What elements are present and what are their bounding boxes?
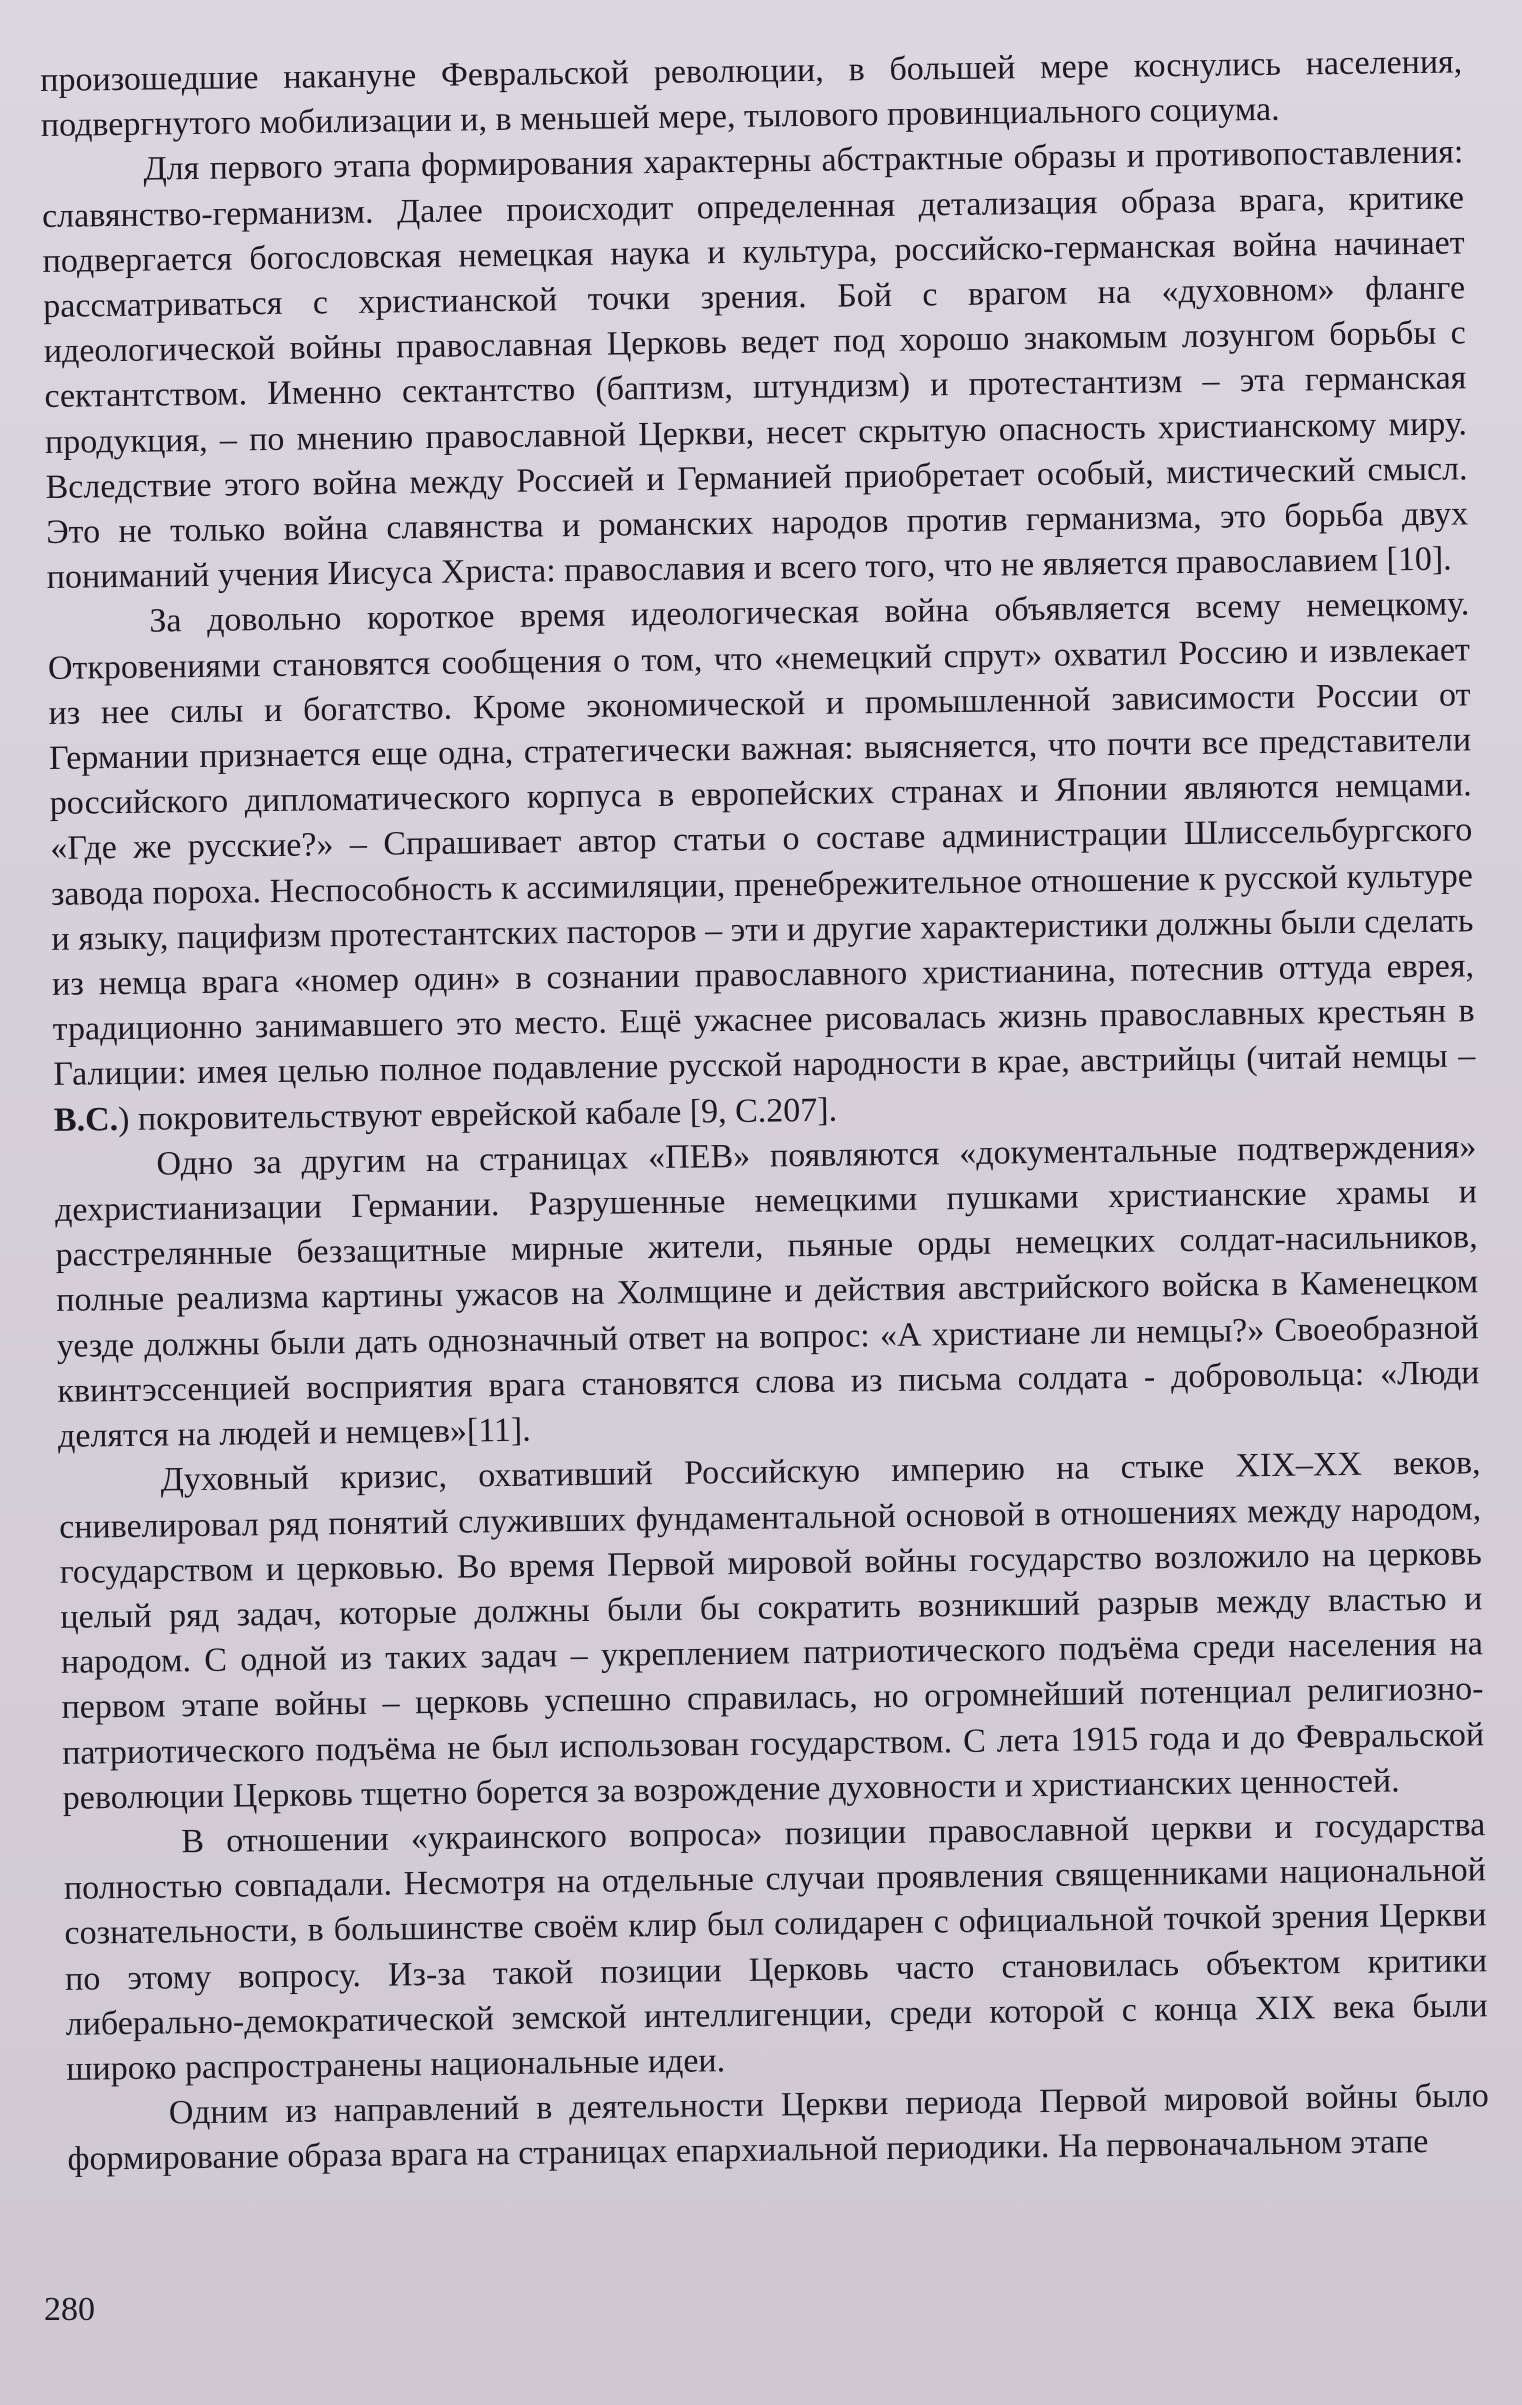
paragraph-dechristianization-text: Одно за другим на страницах «ПЕВ» появляются «документальные подтверждения» дехристианизации Германии. Разрушенные немецкими пушками христианские храмы и расстрелянные беззащитные мирные жители, пьяные орды немецких солдат-насильников, полные реализма картины ужасов на Холмщине и действия австрийского войска в Каменецком уезде должны были дать однозначный ответ на вопрос: «А христиане ли немцы?» Своеобразной квинтэссенцией восприятия врага становятся слова из письма солдата - добровольца: «Люди делятся на людей и немцев»[11]. (54, 1128, 1480, 1455)
paragraph-spiritual-crisis (58, 1441, 1485, 1821)
page-number: 280 (44, 2291, 95, 2328)
paragraph-ideological-war (47, 582, 1476, 1143)
paragraph-ideological-war-text: За довольно короткое время идеологическая война объявляется всему немецкому. Откровениями становятся сообщения о том, что «немецкий спрут» охватил Россию и извлекает из нее силы и богатство. Кроме экономической и промышленной зависимости России от Германии признается еще одна, стратегически важная: выясняется, что почти все представители российского дипломатического корпуса в европейских странах и Японии являются немцами. «Где же русские?» – Спрашивает автор статьи о составе администрации Шлиссельбургского завода пороха. Неспособность к ассимиляции, пренебрежительное отношение к русской культуре и языку, пацифизм протестантских пасторов – эти и другие характеристики должны были сделать из немца врага «номер один» в сознании православного христианина, потеснив оттуда еврея, традиционно занимавшего это место. Ещё ужаснее рисовалась жизнь православных крестьян в Галиции: имея целью полное подавление русской народности в крае, австрийцы (читай немцы – (47, 585, 1476, 1094)
paragraph-intro-text: произошедшие накануне Февральской революции, в большей мере коснулись населения, подвергнутого мобилизации и, в меньшей мере, тылового провинциального социума. (40, 43, 1463, 145)
author-initials: В.С. (53, 1100, 119, 1139)
paragraph-stage-one (41, 130, 1469, 601)
body-text (40, 39, 1490, 2182)
paragraph-stage-one-text: Для первого этапа формирования характерны абстрактные образы и противопоставления: славянство-германизм. Далее происходит определенная детализация образа врага, критике подвергается богословская немецкая наука и культура, российско-германская война начинает рассматриваться с христианской точки зрения. Бой с врагом на «духовном» фланге идеологической войны православная Церковь ведет под хорошо знакомым лозунгом борьбы с сектантством. Именно сектантство (баптизм, штундизм) и протестантизм – эта германская продукция, – по мнению православной Церкви, несет скрытую опасность христианскому миру. Вследствие этого война между Россией и Германией приобретает особый, мистический смысл. Это не только война славянства и романских народов против германизма, это борьба двух пониманий учения Иисуса Христа: православия и всего того, что не является православием [10]. (41, 133, 1469, 597)
paragraph-ideological-war-ending: ) покровительствуют еврейской кабале [9, С.207]. (117, 1091, 838, 1138)
paragraph-ukrainian-question-text: В отношении «украинского вопроса» позиции православной церкви и государства полностью совпадали. Несмотря на отдельные случаи проявления священниками национальной сознательности, в большинстве своём клир был солидарен с официальной точкой зрения Церкви по этому вопросу. Из-за такой позиции Церковь часто становилась объектом критики либерально-демократической земской интеллигенции, среди которой с конца XIX века были широко распространены национальные идеи. (63, 1806, 1488, 2088)
paragraph-dechristianization (54, 1124, 1480, 1459)
paragraph-enemy-image (67, 2073, 1490, 2182)
paragraph-ukrainian-question (63, 1802, 1488, 2092)
paragraph-enemy-image-text: Одним из направлений в деятельности Церкви периода Первой мировой войны было формирование образа врага на страницах епархиальной периодики. На первоначальном этапе (67, 2077, 1490, 2179)
paragraph-spiritual-crisis-text: Духовный кризис, охвативший Российскую империю на стыке XIX–XX веков, снивелировал ряд понятий служивших фундаментальной основой в отношениях между народом, государством и церковью. Во время Первой мировой войны государство возложило на церковь целый ряд задач, которые должны были бы сократить возникший разрыв между властью и народом. С одной из таких задач – укреплением патриотического подъёма среди населения на первом этапе войны – церковь успешно справилась, но огромнейший потенциал религиозно-патриотического подъёма не был использован государством. С лета 1915 года и до Февральской революции Церковь тщетно борется за возрождение духовности и христианских ценностей. (58, 1444, 1485, 1817)
